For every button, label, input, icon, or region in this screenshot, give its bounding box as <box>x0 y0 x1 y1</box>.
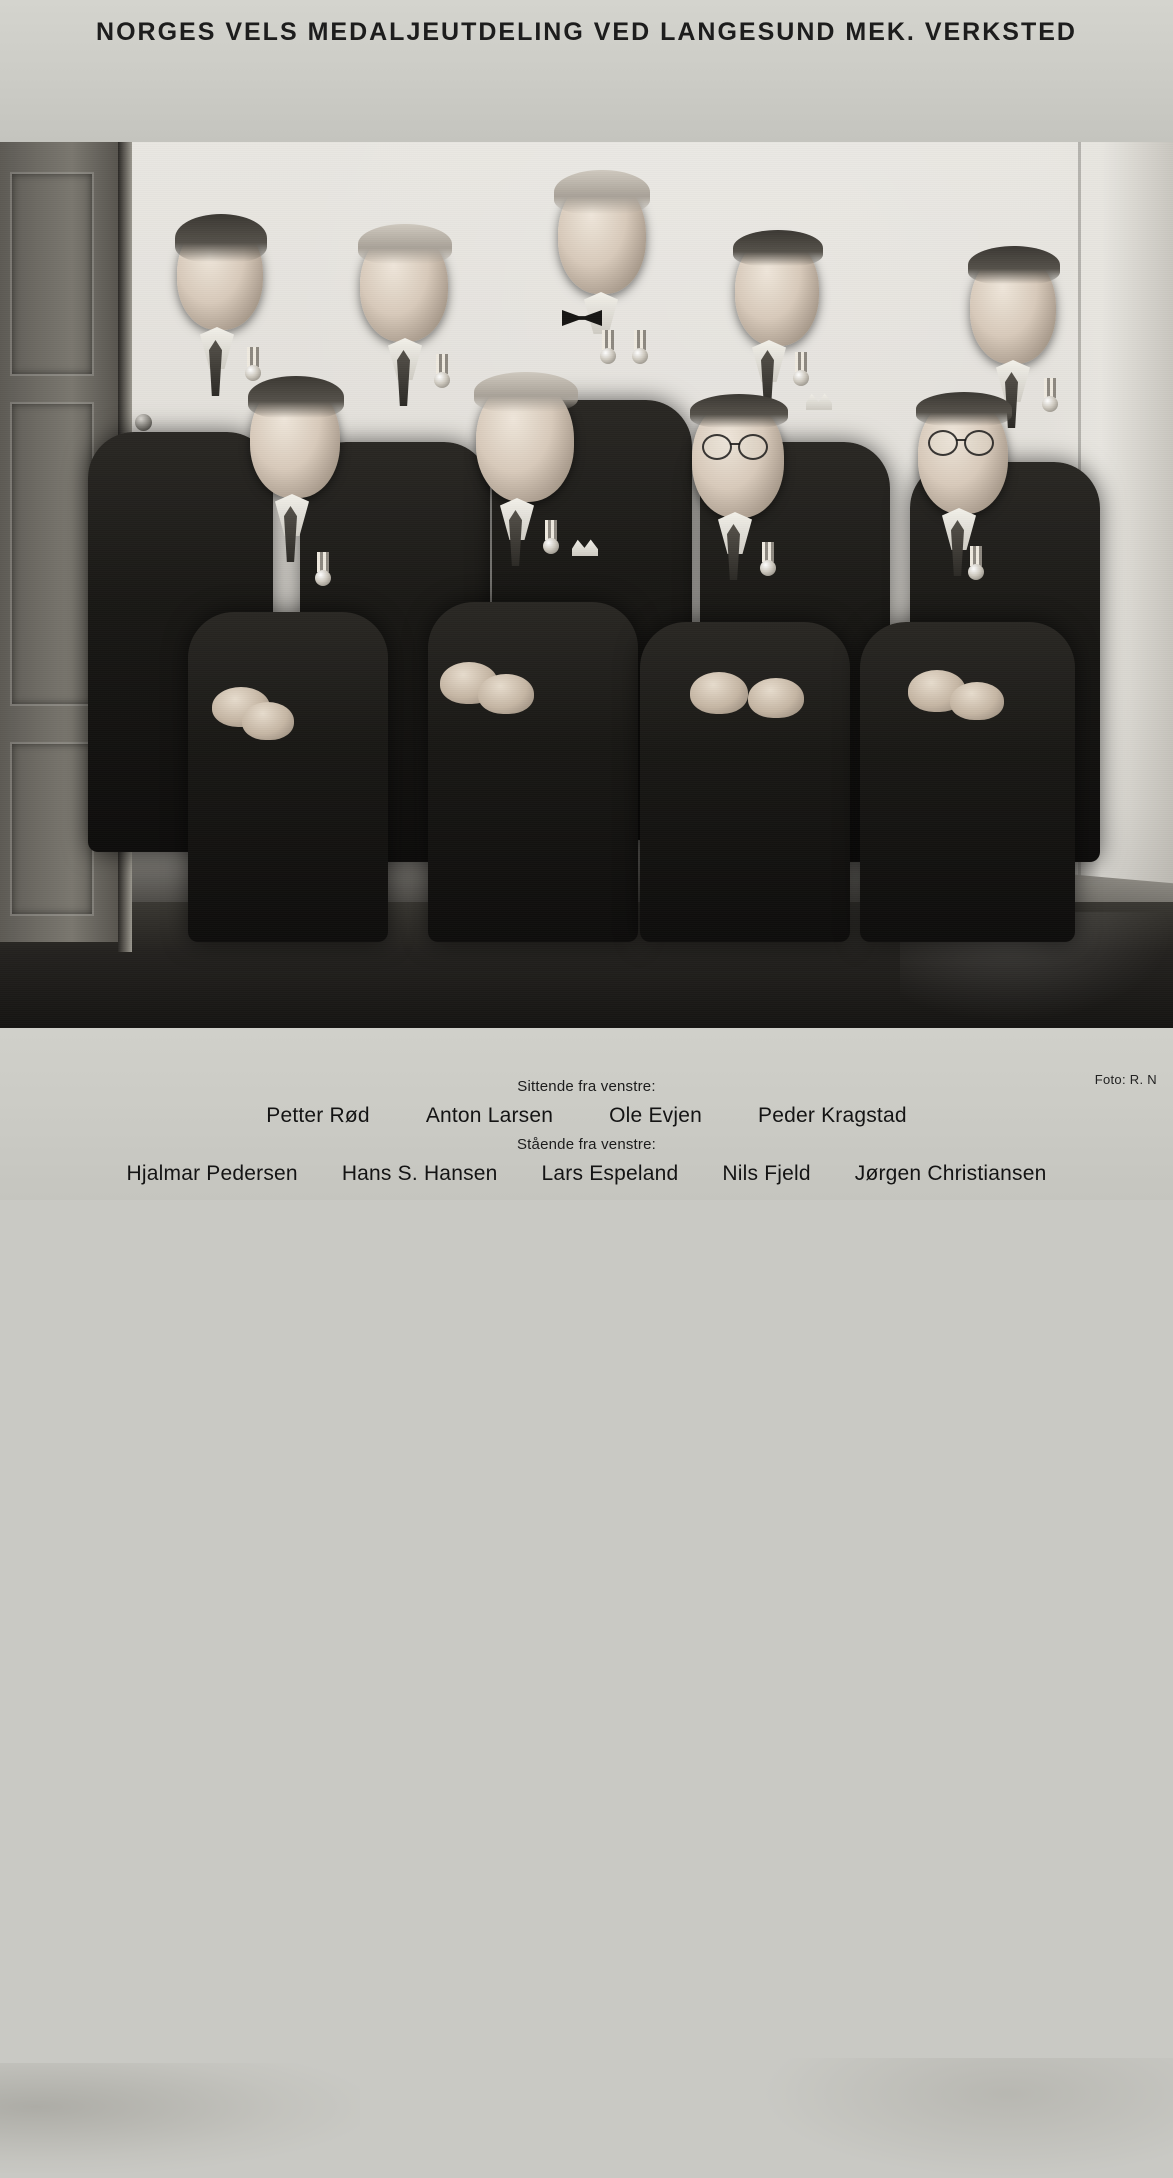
standing-name-5: Jørgen Christiansen <box>854 1162 1047 1185</box>
standing-name-3: Lars Espeland <box>541 1162 679 1185</box>
page-title: NORGES VELS MEDALJEUTDELING VED LANGESUND MEK. VERKSTED <box>96 18 1077 46</box>
paper-stain-right <box>760 2058 1173 2178</box>
photo-credit: Foto: R. N <box>1094 1072 1157 1087</box>
title-bar <box>0 0 1173 142</box>
standing-name-2: Hans S. Hansen <box>341 1162 498 1185</box>
sitting-names-row <box>0 1104 1173 1128</box>
sitting-name-4: Peder Kragstad <box>758 1104 907 1127</box>
door-knob-upper <box>135 414 152 431</box>
standing-row-label: Stående fra venstre: <box>516 1136 657 1153</box>
door-panel-middle <box>10 402 94 706</box>
photo-content <box>0 142 1173 1028</box>
group-photograph <box>0 142 1173 1028</box>
standing-names-row <box>0 1162 1173 1186</box>
sitting-name-3: Ole Evjen <box>609 1104 702 1127</box>
door-panel-top <box>10 172 94 376</box>
sitting-row-label: Sittende fra venstre: <box>517 1078 656 1095</box>
standing-name-1: Hjalmar Pedersen <box>126 1162 298 1185</box>
door-panel-bottom <box>10 742 94 916</box>
standing-name-4: Nils Fjeld <box>722 1162 811 1185</box>
paper-stain-left <box>0 2063 360 2173</box>
sitting-name-2: Anton Larsen <box>425 1104 554 1127</box>
caption-area <box>0 1028 1173 1200</box>
sitting-name-1: Petter Rød <box>266 1104 370 1127</box>
